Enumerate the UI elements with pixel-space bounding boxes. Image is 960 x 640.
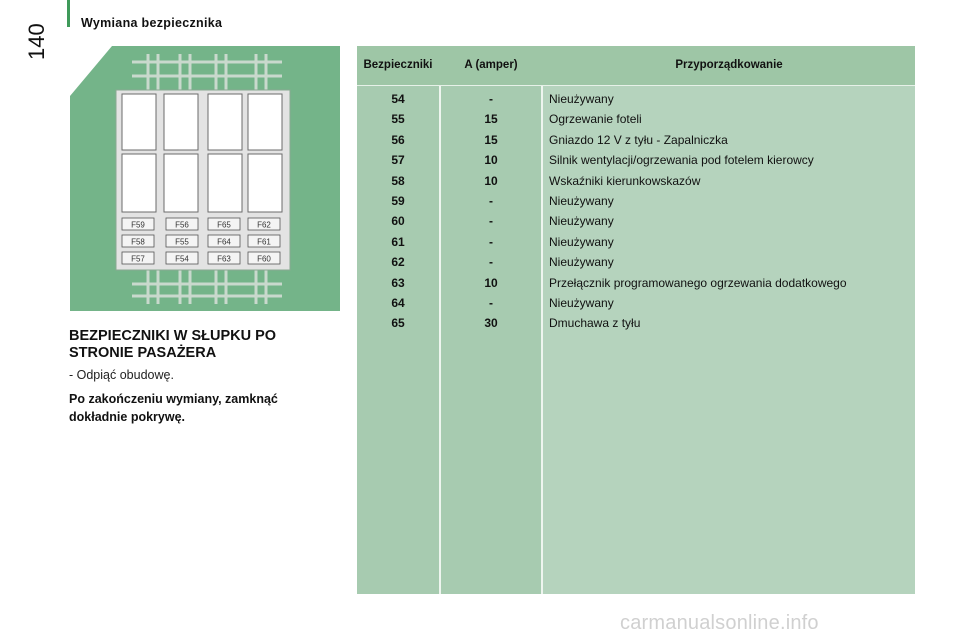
fuse-amperage: 10 xyxy=(484,275,498,290)
fuse-number: 56 xyxy=(391,132,405,147)
fuse-amperage: - xyxy=(489,295,493,310)
fuse-slot xyxy=(248,235,280,247)
fuse-slot xyxy=(208,252,240,264)
fuse-amperage: - xyxy=(489,193,493,208)
table-row xyxy=(357,130,915,150)
table-row xyxy=(357,109,915,129)
table-row xyxy=(357,232,915,252)
fuse-slot xyxy=(248,218,280,230)
fuse-number: 65 xyxy=(391,316,405,331)
fuse-slot xyxy=(122,218,154,230)
table-row xyxy=(357,171,915,191)
relay-block xyxy=(164,94,198,150)
fuse-slot xyxy=(248,252,280,264)
header-accent-bar xyxy=(67,0,70,27)
fuse-label: F58 xyxy=(131,237,145,247)
fuse-slot xyxy=(122,252,154,264)
table-row xyxy=(357,293,915,313)
fuse-amperage: 15 xyxy=(484,112,498,127)
table-row xyxy=(357,150,915,170)
table-row xyxy=(357,191,915,211)
fuse-slot xyxy=(166,235,198,247)
fuse-amperage: - xyxy=(489,234,493,249)
fuse-assignment: Silnik wentylacji/ogrzewania pod fotelem kierowcy xyxy=(549,153,814,168)
fuse-label: F64 xyxy=(217,237,231,247)
fuse-assignment: Nieużywany xyxy=(549,214,614,229)
fuse-assignment: Nieużywany xyxy=(549,295,614,310)
fuse-label: F54 xyxy=(175,254,189,264)
section-title: BEZPIECZNIKI W SŁUPKU PO STRONIE PASAŻERA xyxy=(69,328,277,361)
header-amperage: A (amper) xyxy=(464,59,518,71)
fuse-label: F62 xyxy=(257,220,271,230)
fuse-label: F59 xyxy=(131,220,145,230)
fuse-amperage: 15 xyxy=(484,132,498,147)
table-row xyxy=(357,313,915,333)
fuse-number: 59 xyxy=(391,193,405,208)
table-row xyxy=(357,252,915,272)
fuse-slot xyxy=(208,218,240,230)
fuse-amperage: 10 xyxy=(484,153,498,168)
fuse-label: F65 xyxy=(217,220,231,230)
fuse-label: F56 xyxy=(175,220,189,230)
fuse-label: F63 xyxy=(217,254,231,264)
relay-block xyxy=(248,154,282,212)
fuse-box-illustration xyxy=(70,46,340,311)
fuse-number: 55 xyxy=(391,112,405,127)
table-header-row xyxy=(357,46,915,86)
fuse-slot xyxy=(166,252,198,264)
fuse-number: 57 xyxy=(391,153,405,168)
fuse-number: 58 xyxy=(391,173,405,188)
fuse-number: 63 xyxy=(391,275,405,290)
page-number: 140 xyxy=(24,23,49,60)
instruction-note: Po zakończeniu wymiany, zamknąć dokładnie pokrywę. xyxy=(69,392,278,424)
relay-block xyxy=(164,154,198,212)
relay-block xyxy=(208,94,242,150)
fuse-number: 62 xyxy=(391,255,405,270)
fuse-number: 54 xyxy=(391,92,405,106)
relay-block xyxy=(248,94,282,150)
table-row xyxy=(357,211,915,231)
table-row xyxy=(357,273,915,293)
fuse-slot xyxy=(122,235,154,247)
fuse-label: F60 xyxy=(257,254,271,264)
fuse-amperage: 10 xyxy=(484,173,498,188)
relay-block xyxy=(208,154,242,212)
fuse-assignment: Nieużywany xyxy=(549,234,614,249)
table-body xyxy=(357,89,915,334)
fuse-label: F55 xyxy=(175,237,189,247)
header-assignment: Przyporządkowanie xyxy=(675,59,783,71)
fuse-label: F57 xyxy=(131,254,145,264)
header-fuses: Bezpieczniki xyxy=(363,59,433,71)
fuse-number: 60 xyxy=(391,214,405,229)
fuse-assignment: Ogrzewanie foteli xyxy=(549,112,642,127)
fuse-amperage: 30 xyxy=(484,316,498,331)
fuse-assignment: Wskaźniki kierunkowskazów xyxy=(549,173,701,188)
fuse-slot xyxy=(208,235,240,247)
fuse-label: F61 xyxy=(257,237,271,247)
fuse-amperage: - xyxy=(489,92,493,106)
fuse-amperage: - xyxy=(489,255,493,270)
page-header-title: Wymiana bezpiecznika xyxy=(81,16,223,30)
fuse-table xyxy=(357,46,915,594)
fuse-assignment: Przełącznik programowanego ogrzewania dodatkowego xyxy=(549,275,847,290)
fuse-assignment: Dmuchawa z tyłu xyxy=(549,316,641,331)
fuse-slot xyxy=(166,218,198,230)
fuse-assignment: Gniazdo 12 V z tyłu - Zapalniczka xyxy=(549,132,728,147)
relay-block xyxy=(122,154,156,212)
fuse-amperage: - xyxy=(489,214,493,229)
fuse-number: 61 xyxy=(391,234,405,249)
relay-block xyxy=(122,94,156,150)
fuse-assignment: Nieużywany xyxy=(549,92,614,106)
fuse-number: 64 xyxy=(391,295,405,310)
watermark: carmanualsonline.info xyxy=(620,612,819,634)
fuse-assignment: Nieużywany xyxy=(549,193,614,208)
fuse-assignment: Nieużywany xyxy=(549,255,614,270)
instruction-step: - Odpiąć obudowę. xyxy=(69,368,174,382)
table-row xyxy=(357,89,915,109)
